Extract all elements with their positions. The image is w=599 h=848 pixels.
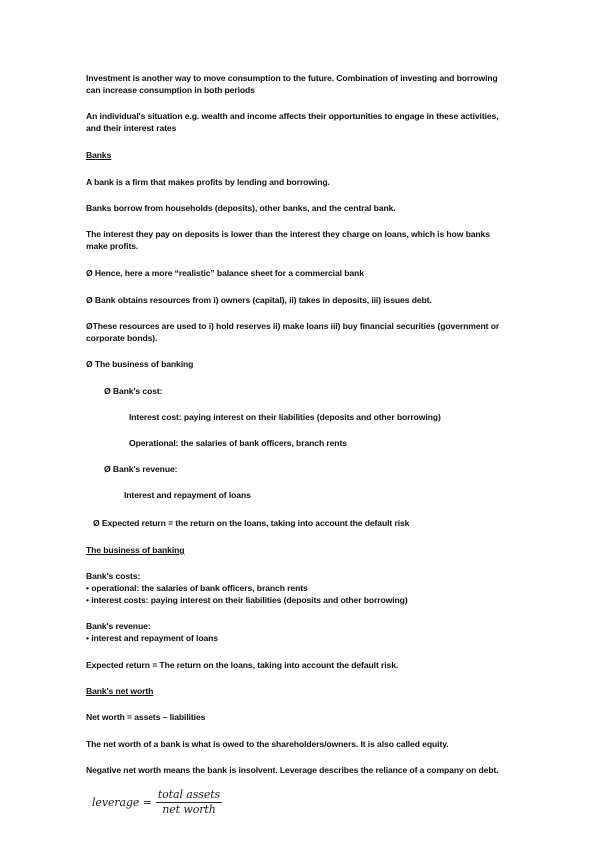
- formula-lhs: leverage =: [92, 796, 152, 809]
- bullet-resources-used-line2: corporate bonds).: [86, 333, 158, 343]
- bullet-bank-resources: Ø Bank obtains resources from i) owners (capital), ii) takes in deposits, iii) issues debt.: [86, 295, 432, 305]
- paragraph-interest-line2: make profits.: [86, 241, 139, 251]
- paragraph-net-worth-owed: The net worth of a bank is what is owed to the shareholders/owners. It is also called equity.: [86, 739, 449, 749]
- paragraph-interest-line1: The interest they pay on deposits is lower than the interest they charge on loans, which is how banks: [86, 229, 490, 239]
- heading-net-worth: Bank's net worth: [86, 686, 154, 696]
- bullet-expected-return: Ø Expected return = the return on the loans, taking into account the default risk: [93, 518, 410, 528]
- heading-banks: Banks: [86, 150, 112, 160]
- cost-operational-item: Operational: the salaries of bank officers, branch rents: [129, 438, 347, 448]
- paragraph-bank-definition: A bank is a firm that makes profits by lending and borrowing.: [86, 177, 330, 187]
- costs-interest: • interest costs: paying interest on their liabilities (deposits and other borrowing): [86, 595, 408, 605]
- bullet-bank-revenue: Ø Bank's revenue:: [104, 464, 178, 474]
- paragraph-investment-line2: can increase consumption in both periods: [86, 85, 255, 95]
- formula-numerator: total assets: [157, 788, 221, 801]
- paragraph-individual-line1: An individual's situation e.g. wealth and income affects their opportunities to engage in these activities,: [86, 111, 499, 121]
- leverage-formula: [92, 789, 222, 816]
- revenue-item: Interest and repayment of loans: [124, 490, 251, 500]
- paragraph-investment-line1: Investment is another way to move consumption to the future. Combination of investing and borrowing: [86, 73, 498, 83]
- paragraph-banks-borrow: Banks borrow from households (deposits), other banks, and the central bank.: [86, 203, 396, 213]
- revenue-interest: • interest and repayment of loans: [86, 633, 218, 643]
- costs-operational: • operational: the salaries of bank officers, branch rents: [86, 583, 308, 593]
- paragraph-individual-line2: and their interest rates: [86, 123, 177, 133]
- bullet-bank-cost: Ø Bank's cost:: [104, 386, 163, 396]
- costs-heading: Bank's costs:: [86, 571, 141, 581]
- paragraph-expected-return: Expected return = The return on the loans, taking into account the default risk.: [86, 660, 399, 670]
- paragraph-net-worth-definition: Net worth = assets – liabilities: [86, 712, 206, 722]
- heading-business-of-banking: The business of banking: [86, 545, 185, 555]
- bullet-balance-sheet: Ø Hence, here a more “realistic” balance sheet for a commercial bank: [86, 268, 364, 278]
- bullet-resources-used-line1: ØThese resources are used to i) hold reserves ii) make loans iii) buy financial securities (government or: [86, 321, 500, 331]
- paragraph-negative-net-worth: Negative net worth means the bank is insolvent. Leverage describes the reliance of a company on debt.: [86, 765, 499, 775]
- revenue-heading: Bank's revenue:: [86, 621, 151, 631]
- formula-fraction: [156, 789, 222, 816]
- formula-denominator: net worth: [162, 803, 216, 816]
- bullet-business-of-banking: Ø The business of banking: [86, 359, 194, 369]
- cost-interest-item: Interest cost: paying interest on their liabilities (deposits and other borrowing): [129, 412, 441, 422]
